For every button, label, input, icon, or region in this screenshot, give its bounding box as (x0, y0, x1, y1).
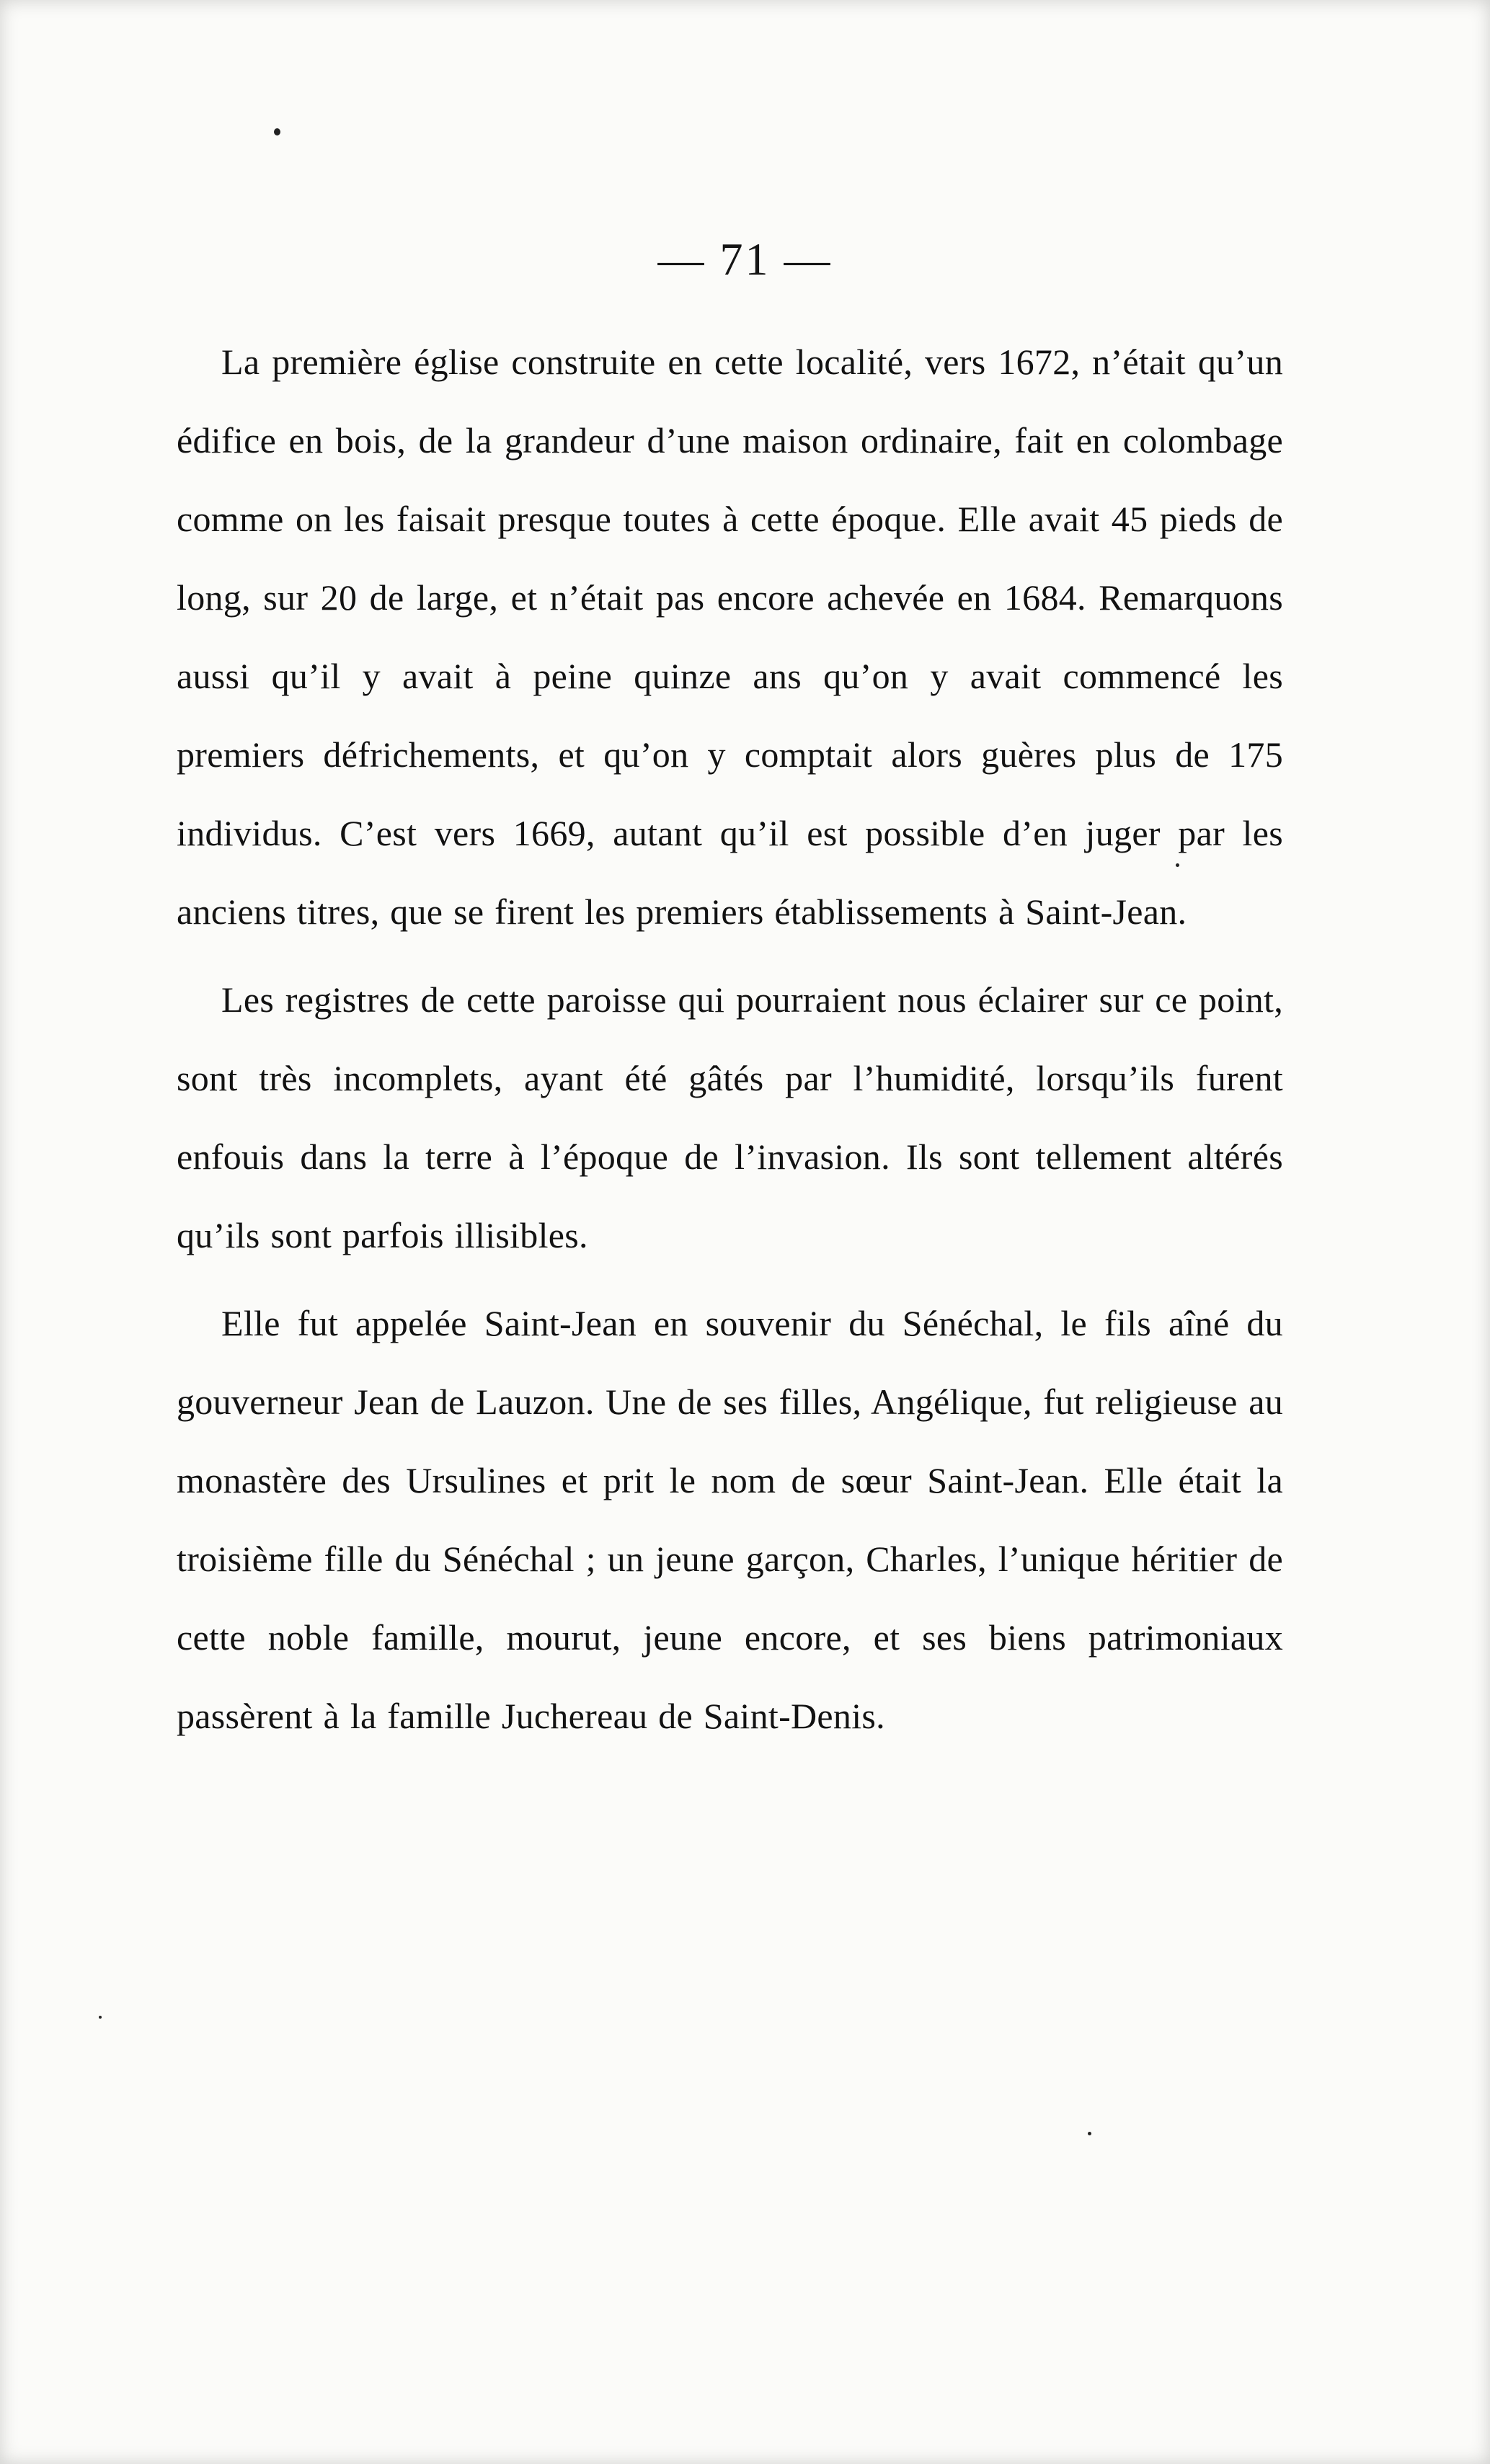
ink-speck (274, 128, 280, 135)
paragraph-parish-registers: Les registres de cette paroisse qui pourraient nous éclairer sur ce point, sont très incomplets, ayant été gâtés par l’humidité, lorsqu’ils furent enfouis dans la terre à l’époque de l’invasion. Ils sont tellement altérés qu’ils sont parfois illisibles. (177, 979, 1283, 1255)
ink-speck (1088, 2132, 1091, 2135)
body-text (177, 323, 1283, 1756)
paragraph-first-church: La première église construite en cette localité, vers 1672, n’était qu’un édifice en bois, de la grandeur d’une maison ordinaire, fait en colombage comme on les faisait presque toutes à cette époque. Elle avait 45 pieds de long, sur 20 de large, et n’était pas encore achevée en 1684. Remarquons aussi qu’il y avait à peine quinze ans qu’on y avait commencé les premiers défrichements, et qu’on y comptait alors guères plus de 175 individus. C’est vers 1669, autant qu’il est possible d’en juger par les anciens titres, que se firent les premiers établissements à Saint-Jean. (177, 342, 1283, 932)
paragraph-name-origin: Elle fut appelée Saint-Jean en souvenir du Sénéchal, le fils aîné du gouverneur Jean de Lauzon. Une de ses filles, Angélique, fut religieuse au monastère des Ursulines et prit le nom de sœur Saint-Jean. Elle était la troisième fille du Sénéchal ; un jeune garçon, Charles, l’unique héritier de cette noble famille, mourut, jeune encore, et ses biens patrimoniaux passèrent à la famille Juchereau de Saint-Denis. (177, 1303, 1283, 1736)
page-number: — 71 — (657, 233, 833, 285)
ink-speck (99, 2016, 102, 2019)
